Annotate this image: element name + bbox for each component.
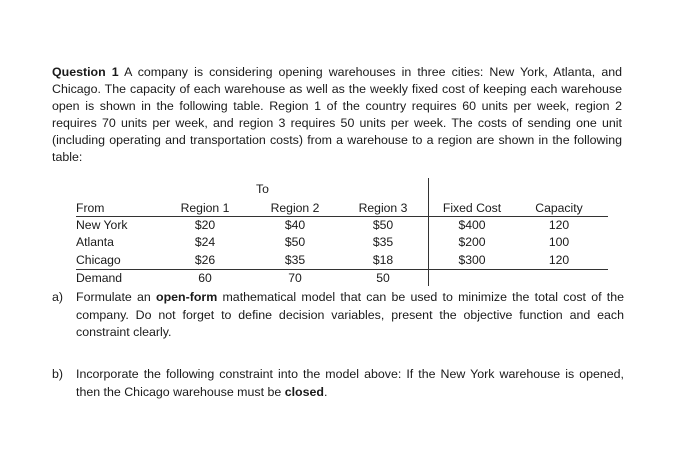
cost-new-york-region-1: $20 bbox=[194, 218, 216, 232]
part-b bbox=[52, 366, 624, 401]
capacity-atlanta: 100 bbox=[548, 235, 570, 249]
cost-atlanta-region-3: $35 bbox=[372, 235, 394, 249]
row-city-new-york: New York bbox=[76, 218, 128, 232]
capacity-chicago: 120 bbox=[548, 253, 570, 267]
fixed-chicago: $300 bbox=[458, 253, 486, 267]
demand-label: Demand bbox=[76, 271, 123, 285]
header-rule bbox=[76, 216, 608, 217]
row-city-atlanta: Atlanta bbox=[76, 235, 114, 249]
cost-chicago-region-2: $35 bbox=[284, 253, 306, 267]
cost-new-york-region-2: $40 bbox=[284, 218, 306, 232]
row-city-chicago: Chicago bbox=[76, 253, 121, 267]
cost-atlanta-region-1: $24 bbox=[194, 235, 216, 249]
header-capacity: Capacity bbox=[535, 201, 583, 215]
part-a-text bbox=[76, 289, 624, 342]
cost-new-york-region-3: $50 bbox=[372, 218, 394, 232]
part-b-text-pre: Incorporate the following constraint into the model above: If the New York warehouse is opened, then the Chicago warehouse must be bbox=[76, 367, 624, 399]
part-b-bold: closed bbox=[284, 384, 324, 399]
cost-atlanta-region-2: $50 bbox=[284, 235, 306, 249]
part-a bbox=[52, 289, 624, 342]
header-fixed-cost: Fixed Cost bbox=[442, 201, 502, 215]
part-a-text-pre: Formulate an bbox=[76, 290, 156, 304]
part-a-bold: open-form bbox=[156, 290, 218, 304]
question-intro bbox=[52, 64, 622, 166]
fixed-new-york: $400 bbox=[458, 218, 486, 232]
question-text: A company is considering opening warehouses in three cities: New York, Atlanta, and Chicago. The capacity of each warehouse as well as the weekly fixed cost of keeping each warehouse open is shown in the following table. Region 1 of the country requires 60 units per week, region 2 requires 70 units per week, and region 3 requires 50 units per week. The costs of sending one unit (including operating and transportation costs) from a warehouse to a region are shown in the following table: bbox=[52, 65, 622, 164]
cost-table bbox=[76, 178, 608, 288]
cost-chicago-region-3: $18 bbox=[372, 253, 394, 267]
part-b-label: b) bbox=[52, 367, 64, 381]
fixed-atlanta: $200 bbox=[458, 235, 486, 249]
to-label: To bbox=[256, 182, 269, 196]
demand-region-1: 60 bbox=[198, 271, 212, 285]
part-a-text-post: mathematical model that can be used to minimize the total cost of the company. Do not forget to define decision variables, present the objective function and each constraint clearly. bbox=[76, 290, 624, 339]
question-label: Question 1 bbox=[52, 65, 119, 79]
part-b-text-post: . bbox=[323, 384, 328, 399]
demand-region-2: 70 bbox=[288, 271, 302, 285]
capacity-new-york: 120 bbox=[548, 218, 570, 232]
demand-region-3: 50 bbox=[376, 271, 390, 285]
part-b-text bbox=[76, 366, 624, 401]
column-divider bbox=[428, 178, 429, 286]
header-region-1: Region 1 bbox=[180, 201, 230, 215]
from-label: From bbox=[76, 201, 105, 215]
cost-chicago-region-1: $26 bbox=[194, 253, 216, 267]
header-region-2: Region 2 bbox=[270, 201, 320, 215]
demand-rule bbox=[76, 269, 608, 270]
header-region-3: Region 3 bbox=[358, 201, 408, 215]
part-a-label: a) bbox=[52, 290, 64, 304]
